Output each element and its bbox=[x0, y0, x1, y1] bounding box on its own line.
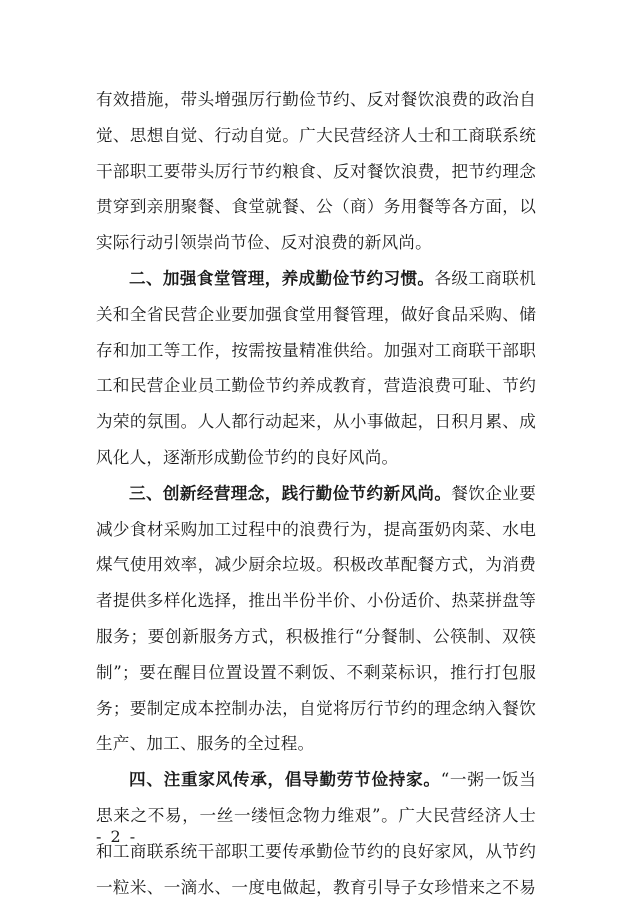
text-line: 贯穿到亲朋聚餐、食堂就餐、公（商）务用餐等各方面，以 bbox=[96, 197, 536, 217]
text-line: 一粒米、一滴水、一度电做起，教育引导子女珍惜来之不易 bbox=[96, 877, 536, 897]
text-line: 生产、加工、服务的全过程。 bbox=[96, 734, 315, 754]
text-line: 者提供多样化选择，推出半份半价、小份适价、热菜拼盘等 bbox=[96, 591, 536, 611]
section-heading-4: 四、注重家风传承，倡导勤劳节俭持家。 bbox=[129, 769, 441, 790]
paragraph-4 bbox=[96, 762, 536, 905]
paragraph-3 bbox=[96, 476, 536, 762]
text-line: 存和加工等工作，按需按量精准供给。加强对工商联干部职 bbox=[96, 340, 536, 360]
heading-continuation: 各级工商联机 bbox=[434, 268, 536, 288]
text-line: 和工商联系统干部职工要传承勤俭节约的良好家风，从节约 bbox=[96, 841, 536, 861]
page-number: - 2 - bbox=[96, 827, 138, 846]
text-line: 实际行动引领崇尚节俭、反对浪费的新风尚。 bbox=[96, 233, 432, 253]
text-line: 务；要制定成本控制办法，自觉将厉行节约的理念纳入餐饮 bbox=[96, 698, 536, 718]
text-line: 制”；要在醒目位置设置不剩饭、不剩菜标识，推行打包服 bbox=[96, 662, 536, 682]
text-line: 为荣的氛围。人人都行动起来，从小事做起，日积月累、成 bbox=[96, 412, 536, 432]
document-body bbox=[96, 82, 536, 905]
paragraph-2 bbox=[96, 261, 536, 476]
text-line: 服务；要创新服务方式，积极推行“分餐制、公筷制、双筷 bbox=[96, 626, 536, 646]
text-line bbox=[96, 762, 536, 798]
text-line: 风化人，逐渐形成勤俭节约的良好风尚。 bbox=[96, 447, 399, 467]
text-line: 觉、思想自觉、行动自觉。广大民营经济人士和工商联系统 bbox=[96, 125, 536, 145]
text-line bbox=[96, 476, 536, 512]
section-heading-2: 二、加强食堂管理，养成勤俭节约习惯。 bbox=[129, 267, 435, 288]
paragraph-1 bbox=[96, 82, 536, 261]
text-line: 减少食材采购加工过程中的浪费行为，提高蛋奶肉菜、水电 bbox=[96, 519, 536, 539]
text-line: 工和民营企业员工勤俭节约养成教育，营造浪费可耻、节约 bbox=[96, 376, 536, 396]
section-heading-3: 三、创新经营理念，践行勤俭节约新风尚。 bbox=[129, 482, 452, 503]
heading-continuation: “一粥一饭当 bbox=[440, 770, 536, 790]
text-line: 思来之不易，一丝一缕恒念物力维艰”。广大民营经济人士 bbox=[96, 805, 536, 825]
text-line: 关和全省民营企业要加强食堂用餐管理，做好食品采购、储 bbox=[96, 304, 536, 324]
text-line: 煤气使用效率，减少厨余垃圾。积极改革配餐方式，为消费 bbox=[96, 555, 536, 575]
text-line: 干部职工要带头厉行节约粮食、反对餐饮浪费，把节约理念 bbox=[96, 161, 536, 181]
heading-continuation: 餐饮企业要 bbox=[451, 483, 536, 503]
text-line: 有效措施，带头增强厉行勤俭节约、反对餐饮浪费的政治自 bbox=[96, 90, 536, 109]
text-line bbox=[96, 261, 536, 297]
